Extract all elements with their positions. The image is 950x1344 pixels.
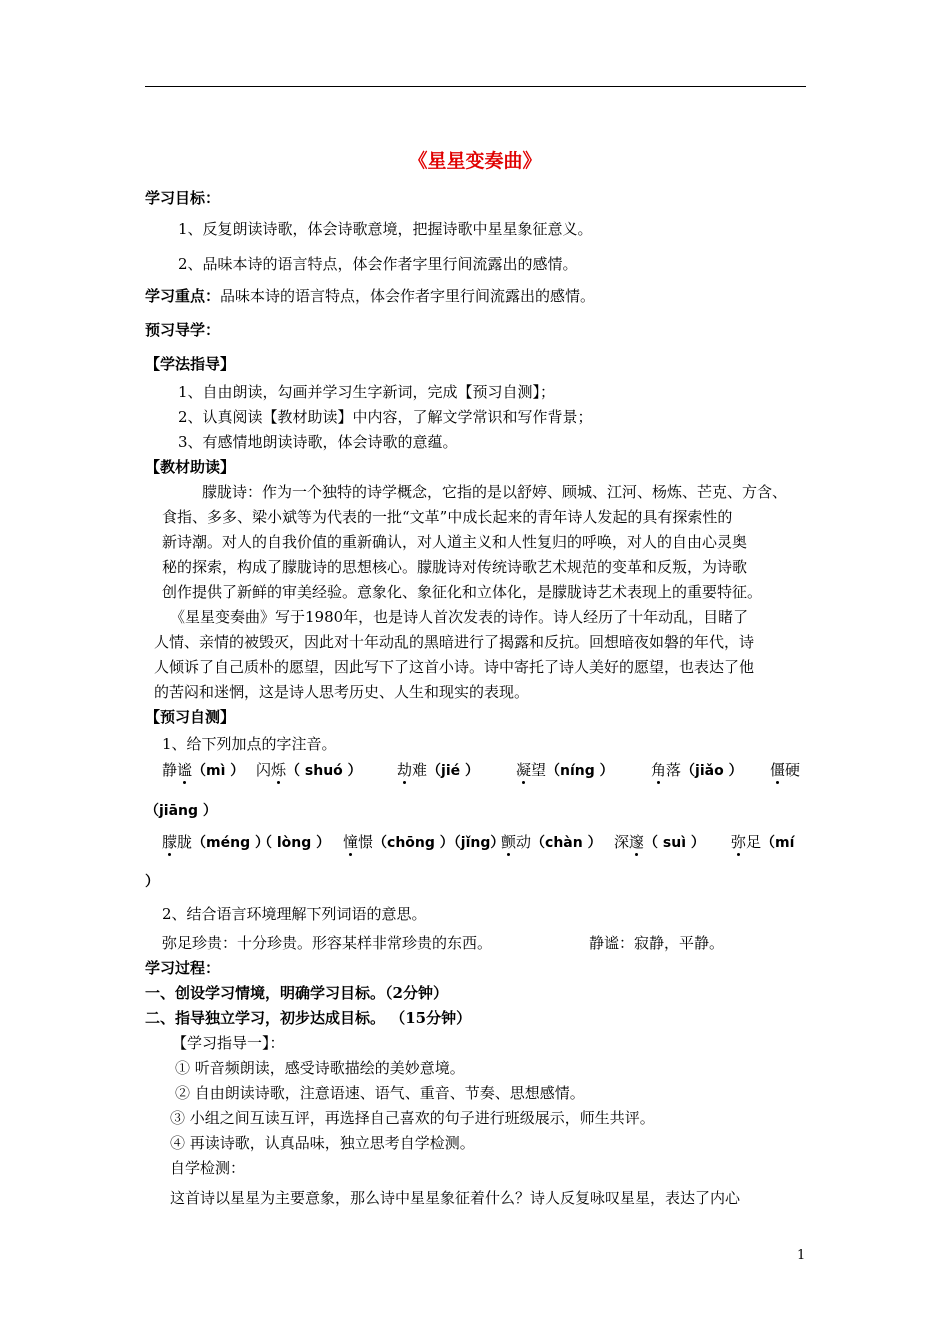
reading-line-8: 人倾诉了自己质朴的愿望，因此写下了这首小诗。诗中寄托了诗人美好的愿望，也表达了他 bbox=[154, 658, 755, 676]
guide-label: 【学习指导一】： bbox=[172, 1034, 285, 1052]
header-rule bbox=[145, 86, 806, 87]
focus-heading: 学习重点： bbox=[145, 287, 221, 305]
process-step-2: 二、指导独立学习，初步达成目标。 （15分钟） bbox=[145, 1009, 472, 1027]
reading-line-3: 新诗潮。对人的自我价值的重新确认，对人道主义和人性复归的呼唤，对人的自由心灵奥 bbox=[162, 533, 748, 551]
guide-item-4: ④ 再读诗歌，认真品味，独立思考自学检测。 bbox=[170, 1134, 475, 1152]
pinyin-item: ） bbox=[145, 874, 159, 890]
reading-line-7: 人情、亲情的被毁灭，因此对十年动乱的黑暗进行了揭露和反抗。回想暗夜如磐的年代，诗 bbox=[154, 633, 755, 651]
pinyin-item: 朦胧（méng ） bbox=[162, 833, 269, 851]
definition-1: 弥足珍贵：十分珍贵。形容某样非常珍贵的东西。 bbox=[162, 934, 493, 952]
method-item-2: 2、认真阅读【教材助读】中内容，了解文学常识和写作背景； bbox=[178, 408, 593, 426]
reading-line-5: 创作提供了新鲜的审美经验。意象化、象征化和立体化，是朦胧诗艺术表现上的重要特征。 bbox=[162, 583, 763, 601]
pinyin-item: 颤动（chàn ） bbox=[501, 833, 602, 851]
reading-line-4: 秘的探索，构成了朦胧诗的思想核心。朦胧诗对传统诗歌艺术规范的变革和反叛，为诗歌 bbox=[162, 558, 748, 576]
test-q2: 2、结合语言环境理解下列词语的意思。 bbox=[162, 905, 427, 923]
pinyin-item: 劫难（jié ） bbox=[397, 761, 479, 779]
preview-heading: 预习导学： bbox=[145, 321, 221, 339]
reading-heading: 【教材助读】 bbox=[145, 458, 236, 476]
guide-item-1: ① 听音频朗读，感受诗歌描绘的美妙意境。 bbox=[175, 1059, 465, 1077]
pinyin-item: 深邃（ suì ） bbox=[614, 833, 705, 851]
page-number: 1 bbox=[797, 1248, 806, 1263]
test-q1: 1、给下列加点的字注音。 bbox=[162, 735, 337, 753]
pinyin-item: 憧憬（chōng ）（jǐng） bbox=[343, 833, 505, 851]
goal-item-2: 2、品味本诗的语言特点，体会作者字里行间流露出的感情。 bbox=[178, 255, 578, 273]
process-heading: 学习过程： bbox=[145, 959, 221, 977]
pinyin-item: （ lòng ） bbox=[258, 835, 331, 851]
method-heading: 【学法指导】 bbox=[145, 355, 236, 373]
method-item-3: 3、有感情地朗读诗歌，体会诗歌的意蕴。 bbox=[178, 433, 458, 451]
guide-item-3: ③ 小组之间互读互评，再选择自己喜欢的句子进行班级展示，师生共评。 bbox=[170, 1109, 655, 1127]
reading-line-1: 朦胧诗：作为一个独特的诗学概念，它指的是以舒婷、顾城、江河、杨炼、芒克、方含、 bbox=[202, 483, 788, 501]
test-heading: 【预习自测】 bbox=[145, 708, 236, 726]
pinyin-item: 凝望（níng ） bbox=[516, 761, 614, 779]
pinyin-item: 闪烁（ shuó ） bbox=[256, 761, 362, 779]
pinyin-item: （jiāng ） bbox=[145, 803, 217, 819]
pinyin-item: 僵硬 bbox=[770, 761, 801, 779]
pinyin-item: 静谧（mì ） bbox=[162, 761, 245, 779]
definition-2: 静谧：寂静，平静。 bbox=[589, 934, 725, 952]
pinyin-item: 弥足（mí bbox=[731, 833, 795, 851]
self-check-label: 自学检测： bbox=[170, 1159, 246, 1177]
reading-line-2: 食指、多多、梁小斌等为代表的一批“文革”中成长起来的青年诗人发起的具有探索性的 bbox=[162, 508, 733, 526]
reading-line-9: 的苦闷和迷惘，这是诗人思考历史、人生和现实的表现。 bbox=[154, 683, 530, 701]
self-check-question: 这首诗以星星为主要意象，那么诗中星星象征着什么？诗人反复咏叹星星，表达了内心 bbox=[170, 1189, 741, 1207]
reading-line-6: 《星星变奏曲》写于1980年，也是诗人首次发表的诗作。诗人经历了十年动乱，目睹了 bbox=[170, 608, 749, 626]
pinyin-item: 角落（jiǎo ） bbox=[651, 761, 743, 779]
focus-line bbox=[145, 286, 595, 306]
method-item-1: 1、自由朗读，勾画并学习生字新词，完成【预习自测】； bbox=[178, 383, 556, 401]
guide-item-2: ② 自由朗读诗歌，注意语速、语气、重音、节奏、思想感情。 bbox=[175, 1084, 585, 1102]
process-step-1: 一、创设学习情境，明确学习目标。（2分钟） bbox=[145, 984, 448, 1002]
focus-text: 品味本诗的语言特点，体会作者字里行间流露出的感情。 bbox=[220, 287, 596, 305]
page-title: 《星星变奏曲》 bbox=[408, 150, 542, 172]
goals-heading: 学习目标： bbox=[145, 189, 221, 207]
goal-item-1: 1、反复朗读诗歌，体会诗歌意境，把握诗歌中星星象征意义。 bbox=[178, 220, 593, 238]
